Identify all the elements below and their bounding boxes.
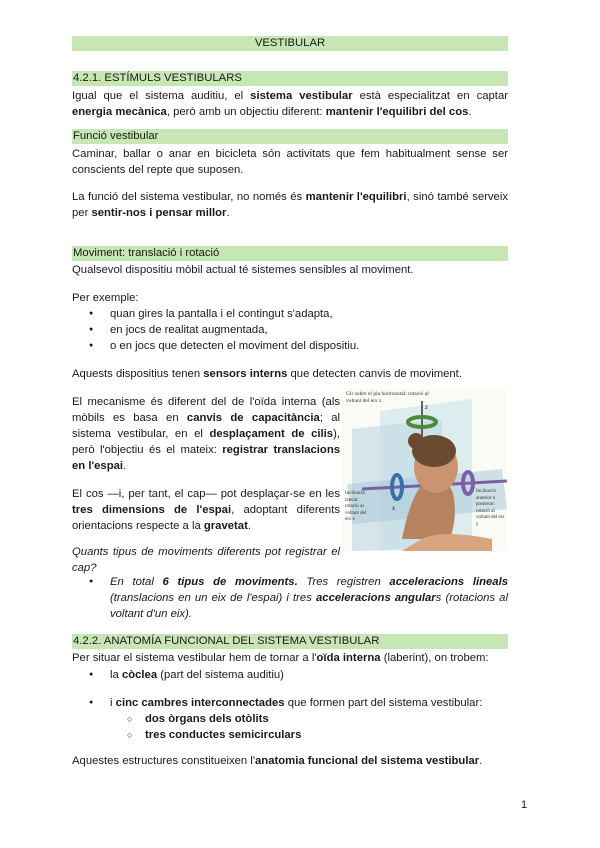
anatomy-list-1 (72, 667, 284, 683)
figure-label-right: Inclinació anterior o posterior: rotació al voltant del eix y (476, 489, 505, 527)
list-item: ○ dos òrgans dels otòlits (72, 711, 301, 727)
anatomy-sublist (72, 711, 301, 743)
paragraph-estimuls: Igual que el sistema auditiu, el sistema vestibular està especialitzat en captar energia mecànica, però amb un objectiu diferent: mantenir l'equilibri del cos. (72, 90, 508, 118)
paragraph-anatomia-final: Aquestes estructures constitueixen l'anatomia funcional del sistema vestibular. (72, 755, 483, 767)
answer-list (72, 574, 508, 622)
paragraph-sensors: Aquests dispositius tenen sensors interns que detecten canvis de moviment. (72, 368, 462, 380)
page-title: VESTIBULAR (254, 37, 326, 49)
paragraph-mecanisme: El mecanisme és diferent del de l'oïda interna (als mòbils es basa en canvis de capacitància; al sistema vestibular, en el desplaçament de cilis), però l'objectiu és el mateix: registrar translacions en l'espai. (72, 396, 341, 472)
list-item: ○ tres conductes semicirculars (72, 727, 301, 743)
heading-moviment: Moviment: translació i rotació (73, 247, 220, 259)
heading-estimuls: 4.2.1. ESTÍMULS VESTIBULARS (73, 72, 242, 84)
figure-label-left: Inclinació lateral: rotació al voltant del eix x (345, 491, 367, 522)
list-item: ● en jocs de realitat augmentada, (72, 322, 359, 338)
paragraph-funcio-1: Caminar, ballar o anar en bicicleta són activitats que fem habitualment sense ser conscients del repte que suposen. (72, 148, 508, 176)
anatomy-list-2 (72, 695, 482, 711)
paragraph-anatomia: Per situar el sistema vestibular hem de tornar a l'oïda interna (laberint), on trobem: (72, 652, 489, 664)
paragraph-dimensions: El cos —i, per tant, el cap— pot desplaçar-se en les tres dimensions de l'espai, adoptant diferents orientacions respecte a la gravetat. (72, 488, 340, 532)
list-item: ● En total 6 tipus de moviments. Tres registren acceleracions lineals (translacions en un eix de l'espai) i tres acceleracions angulars (rotacions al voltant d'un eix). (72, 574, 508, 622)
list-item: ● la còclea (part del sistema auditiu) (72, 667, 284, 683)
example-list (72, 306, 359, 354)
figure-label-top: Gir sobre el pla horitzontal: rotació al voltant del eix z (346, 391, 429, 404)
question: Quants tipus de moviments diferents pot registrar el cap? (72, 546, 340, 574)
axis-label-x: x (392, 504, 396, 512)
list-item: ● o en jocs que detecten el moviment del dispositiu. (72, 338, 359, 354)
head-rotation-figure (342, 389, 507, 551)
paragraph-funcio-2: La funció del sistema vestibular, no només és mantenir l'equilibri, sinó també serveix per sentir-nos i pensar millor. (72, 191, 508, 219)
list-item: ● i cinc cambres interconnectades que formen part del sistema vestibular: (72, 695, 482, 711)
heading-funcio: Funció vestibular (73, 130, 159, 142)
axis-label-z: z (425, 403, 428, 411)
paragraph-moviment-1: Qualsevol dispositiu mòbil actual té sistemes sensibles al moviment. (72, 264, 414, 276)
hair-bun (408, 433, 424, 449)
page-number: 1 (521, 799, 528, 811)
list-item: ● quan gires la pantalla i el contingut s'adapta, (72, 306, 359, 322)
heading-anatomia: 4.2.2. ANATOMÍA FUNCIONAL DEL SISTEMA VESTIBULAR (73, 635, 380, 647)
paragraph-exemple: Per exemple: (72, 292, 139, 304)
